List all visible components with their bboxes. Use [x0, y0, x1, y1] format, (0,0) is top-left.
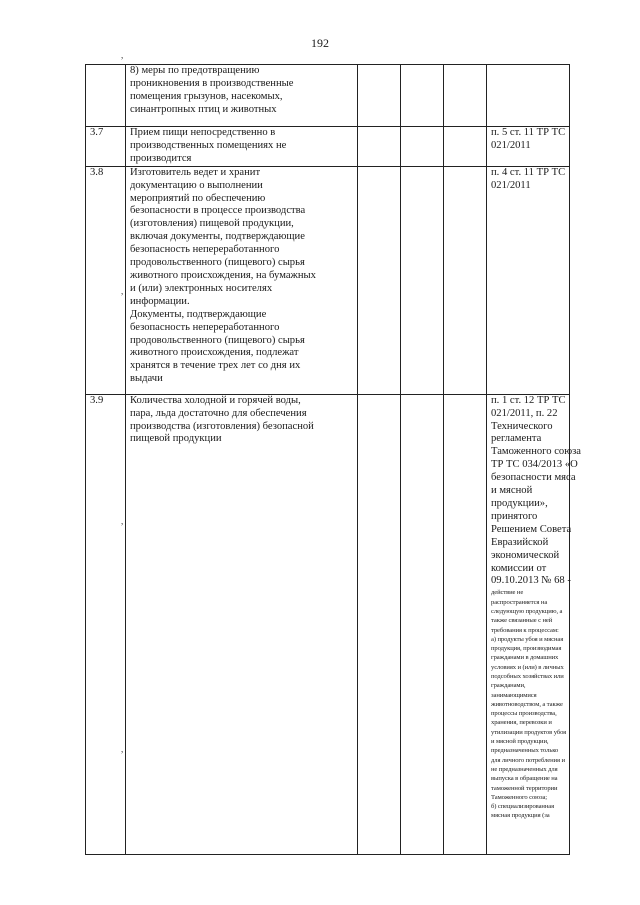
- item-number: [86, 65, 126, 127]
- result-cell-a: [358, 127, 401, 167]
- result-cell-b: [401, 394, 444, 854]
- reference-line: безопасности мяса: [491, 472, 576, 484]
- requirement-line: 8) меры по предотвращению: [130, 65, 260, 76]
- reference-cell: [487, 166, 570, 394]
- item-number: 3.9: [86, 394, 126, 854]
- item-number: 3.8: [86, 166, 126, 394]
- reference-cell: [487, 127, 570, 167]
- requirement-cell: [126, 166, 358, 394]
- result-cell-a: [358, 65, 401, 127]
- result-cell-c: [444, 394, 487, 854]
- reference-note-line: также связанные с ней: [491, 617, 553, 625]
- reference-note-line: условиях и (или) в личных: [491, 663, 564, 671]
- reference-line: Евразийской: [491, 536, 549, 548]
- reference-note-line: занимающимися: [491, 691, 537, 699]
- requirement-line: безопасность непереработанного: [130, 244, 280, 256]
- reference-line: продукции»,: [491, 497, 548, 509]
- requirement-line: проникновения в производственные: [130, 77, 294, 89]
- requirement-line: Изготовитель ведет и хранит: [130, 166, 261, 178]
- reference-note-line: не предназначенных для: [491, 765, 558, 773]
- reference-line: регламента: [491, 433, 542, 445]
- requirement-line: (изготовления) пищевой продукции,: [130, 218, 294, 230]
- reference-note-line: продукция, производимая: [491, 645, 562, 653]
- reference-line: ТР ТС 034/2013 «О: [491, 459, 578, 471]
- scan-speck: ,: [121, 516, 124, 526]
- reference-note-line: выпуска в обращение на: [491, 775, 558, 783]
- reference-note-line: таможенной территории: [491, 784, 558, 792]
- item-number: 3.7: [86, 127, 126, 167]
- requirement-line: животного происхождения, на бумажных: [130, 269, 316, 281]
- reference-line: п. 1 ст. 12 ТР ТС: [491, 394, 566, 406]
- reference-note-line: мясная продукция (за: [491, 812, 550, 820]
- result-cell-b: [401, 166, 444, 394]
- reference-line: экономической: [491, 549, 560, 561]
- requirement-line: синантропных птиц и животных: [130, 103, 277, 115]
- scan-speck: ,: [121, 286, 124, 296]
- reference-line: Решением Совета: [491, 523, 572, 535]
- reference-cell: [487, 394, 581, 854]
- requirement-line: животного происхождения, подлежат: [130, 347, 299, 359]
- requirement-line: безопасности в процессе производства: [130, 205, 306, 217]
- reference-note-line: подсобных хозяйствах или: [491, 672, 564, 680]
- reference-note-line: гражданами в домашних: [491, 654, 559, 662]
- requirement-line: включая документы, подтверждающие: [130, 231, 305, 243]
- requirement-line: продовольственного (пищевого) сырья: [130, 334, 305, 346]
- requirement-line: производства (изготовления) безопасной: [130, 420, 314, 432]
- requirement-line: производится: [130, 152, 192, 164]
- result-cell-a: [358, 394, 401, 854]
- reference-line: и мясной: [491, 485, 533, 497]
- requirement-line: информации.: [130, 295, 190, 307]
- requirement-line: и (или) электронных носителях: [130, 282, 273, 294]
- table-row: [86, 166, 570, 394]
- requirement-cell: [126, 65, 358, 127]
- reference-note-line: действие не: [491, 589, 524, 597]
- requirement-line: выдачи: [130, 373, 163, 385]
- reference-line: Технического: [491, 420, 553, 432]
- requirement-line: мероприятий по обеспечению: [130, 192, 266, 204]
- requirement-line: продовольственного (пищевого) сырья: [130, 257, 305, 269]
- reference-note-line: а) продукты убоя и мясная: [491, 635, 564, 643]
- requirement-cell: [126, 127, 358, 167]
- requirement-line: документацию о выполнении: [130, 179, 263, 191]
- reference-note-line: Таможенного союза;: [491, 793, 548, 801]
- scan-speck: ,: [121, 744, 124, 754]
- result-cell-c: [444, 65, 487, 127]
- reference-note-line: животноводством, а также: [491, 700, 563, 708]
- requirement-line: производственных помещениях не: [130, 139, 287, 151]
- requirements-table: [85, 64, 581, 855]
- reference-note-line: и мясной продукции,: [491, 738, 549, 746]
- reference-note-line: процессы производства,: [491, 710, 557, 718]
- result-cell-c: [444, 166, 487, 394]
- reference-line: 021/2011: [491, 139, 531, 151]
- reference-note-line: для личного потребления и: [491, 756, 565, 764]
- requirement-line: Количества холодной и горячей воды,: [130, 394, 301, 406]
- page-number: 192: [311, 36, 329, 50]
- requirement-line: Документы, подтверждающие: [130, 308, 267, 320]
- table-row: [86, 127, 570, 167]
- reference-note-line: требования к процессам:: [491, 626, 559, 634]
- reference-note-line: б) специализированная: [491, 803, 555, 811]
- reference-cell: [487, 65, 570, 127]
- requirement-line: хранятся в течение трех лет со дня их: [130, 360, 301, 372]
- scan-speck: ,: [121, 50, 124, 60]
- requirement-line: помещения грызунов, насекомых,: [130, 90, 283, 102]
- reference-note-line: предназначенных только: [491, 747, 559, 755]
- requirement-line: пара, льда достаточно для обеспечения: [130, 407, 307, 419]
- reference-note-line: следующую продукцию, а: [491, 607, 563, 615]
- requirement-cell: [126, 394, 358, 854]
- result-cell-c: [444, 127, 487, 167]
- reference-note-line: утилизации продуктов убоя: [491, 728, 567, 736]
- requirement-line: Прием пищи непосредственно в: [130, 127, 276, 138]
- reference-line: 021/2011: [491, 179, 531, 191]
- requirement-line: пищевой продукции: [130, 433, 222, 445]
- requirement-line: безопасность непереработанного: [130, 321, 280, 333]
- result-cell-a: [358, 166, 401, 394]
- reference-line: принятого: [491, 510, 538, 522]
- result-cell-b: [401, 65, 444, 127]
- reference-note-line: распространяется на: [491, 598, 548, 606]
- reference-line: п. 5 ст. 11 ТР ТС: [491, 127, 566, 138]
- reference-line: п. 4 ст. 11 ТР ТС: [491, 166, 566, 178]
- result-cell-b: [401, 127, 444, 167]
- table-row: [86, 394, 570, 854]
- reference-note-line: хранения, перевозки и: [491, 719, 552, 727]
- reference-line: Таможенного союза: [491, 446, 581, 458]
- reference-line: комиссии от: [491, 562, 547, 574]
- reference-note-line: гражданами,: [491, 682, 526, 690]
- table-row: [86, 65, 570, 127]
- reference-line: 021/2011, п. 22: [491, 407, 558, 419]
- reference-line: 09.10.2013 № 68 -: [491, 575, 571, 587]
